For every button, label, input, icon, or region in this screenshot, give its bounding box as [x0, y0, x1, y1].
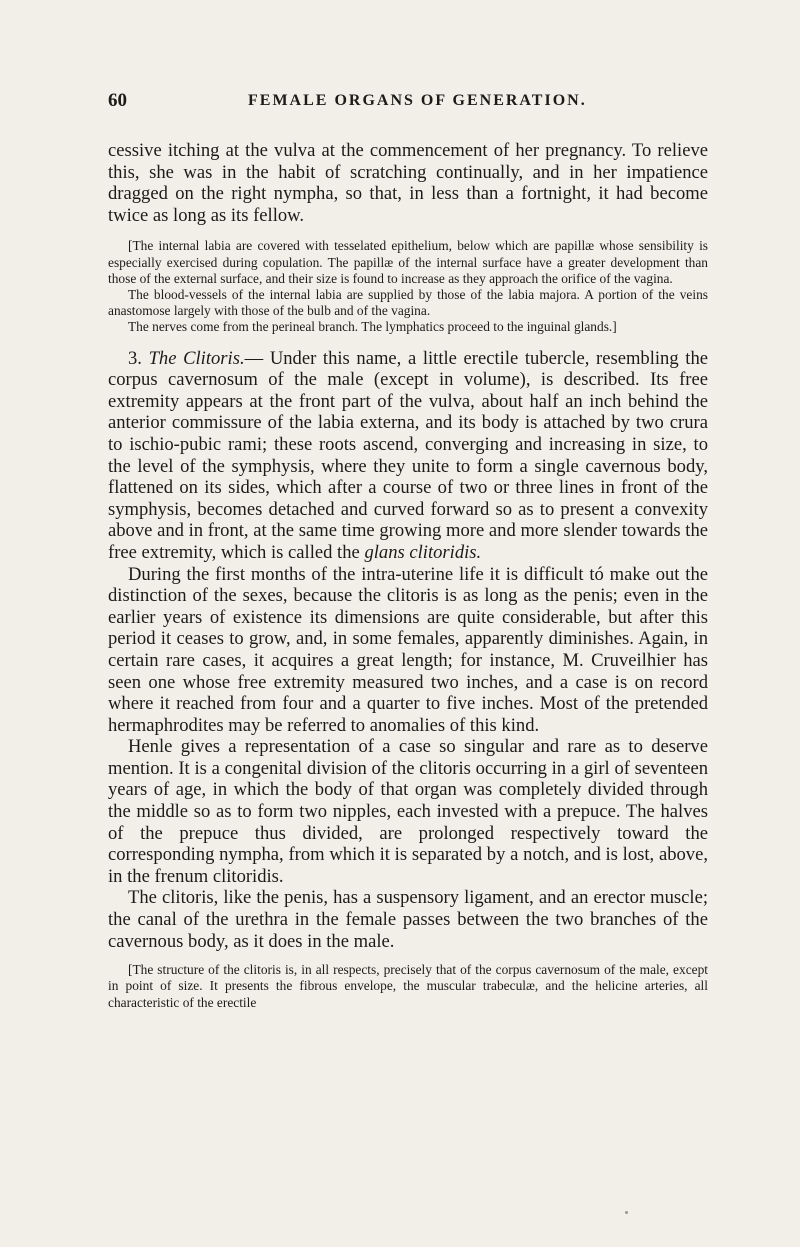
note-paragraph: The blood-vessels of the internal labia are supplied by those of the labia majora. A portion of the veins anastomose largely with those of the bulb and of the vagina.	[108, 286, 708, 319]
editor-note-clitoris-structure	[108, 962, 708, 1011]
paper-speck	[625, 1211, 628, 1214]
page-body	[108, 140, 708, 1011]
section-clitoris-paragraph	[108, 348, 708, 564]
editor-note-internal-labia	[108, 238, 708, 335]
running-title: FEMALE ORGANS OF GENERATION.	[248, 92, 587, 109]
page-number: 60	[108, 90, 127, 111]
note-paragraph: [The structure of the clitoris is, in all respects, precisely that of the corpus cavernosum of the male, except in point of size. It presents the fibrous envelope, the muscular trabeculæ, and the helicine arteries, all characteristic of the erectile	[108, 962, 708, 1010]
note-paragraph: The nerves come from the perineal branch. The lymphatics proceed to the inguinal glands.]	[128, 319, 617, 335]
glans-term: glans clitoridis.	[364, 541, 482, 563]
section-number: 3.	[128, 347, 142, 369]
paragraph-henle: Henle gives a representation of a case so singular and rare as to deserve mention. It is a congenital division of the clitoris occurring in a girl of seventeen years of age, in which the body of that organ was completely divided through the middle so as to form two nipples, each invested with a prepuce. The halves of the prepuce thus divided, are prolonged respectively toward the corresponding nympha, from which it is separated by a notch, and is lost, above, in the frenum clitoridis.	[108, 736, 708, 887]
page-header	[108, 90, 708, 116]
paragraph-development: During the first months of the intra-uterine life it is difficult tó make out the distinction of the sexes, because the clitoris is as long as the penis; even in the earlier years of existence its dimensions are quite considerable, but after this period it ceases to grow, and, in some females, apparently diminishes. Again, in certain rare cases, it acquires a great length; for instance, M. Cruveilhier has seen one whose free extremity measured two inches, and a case is on record where it reached from four and a quarter to five inches. Most of the pretended hermaphrodites may be referred to anomalies of this kind.	[108, 563, 708, 736]
section-heading: The Clitoris.	[148, 347, 245, 369]
paragraph-continuation: cessive itching at the vulva at the commencement of her pregnancy. To relieve this, she was in the habit of scratching continually, and in her impatience dragged on the right nympha, so that, in less than a fortnight, it had become twice as long as its fellow.	[108, 140, 708, 226]
note-paragraph: [The internal labia are covered with tesselated epithelium, below which are papillæ whose sensibility is especially exercised during copulation. The papillæ of the internal surface have a greater development than those of the external surface, and their size is found to increase as they approach the orifice of the vagina.	[108, 238, 708, 286]
section-text: — Under this name, a little erectile tubercle, resembling the corpus cavernosum of the male (except in volume), is described. Its free extremity appears at the front part of the vulva, about half an inch behind the anterior commissure of the labia externa, and its body is attached by two crura to ischio-pubic rami; these roots ascend, converging and increasing in size, to the level of the symphysis, where they unite to form a single cavernous body, flattened on its sides, which after a course of two or three lines in front of the symphysis, becomes detached and curved forward so as to present a convexity above and in front, at the same time growing more and more slender towards the free extremity, which is called the	[108, 347, 708, 563]
paragraph-suspensory-ligament: The clitoris, like the penis, has a suspensory ligament, and an erector muscle; the canal of the urethra in the female passes between the two branches of the cavernous body, as it does in the male.	[108, 887, 708, 952]
